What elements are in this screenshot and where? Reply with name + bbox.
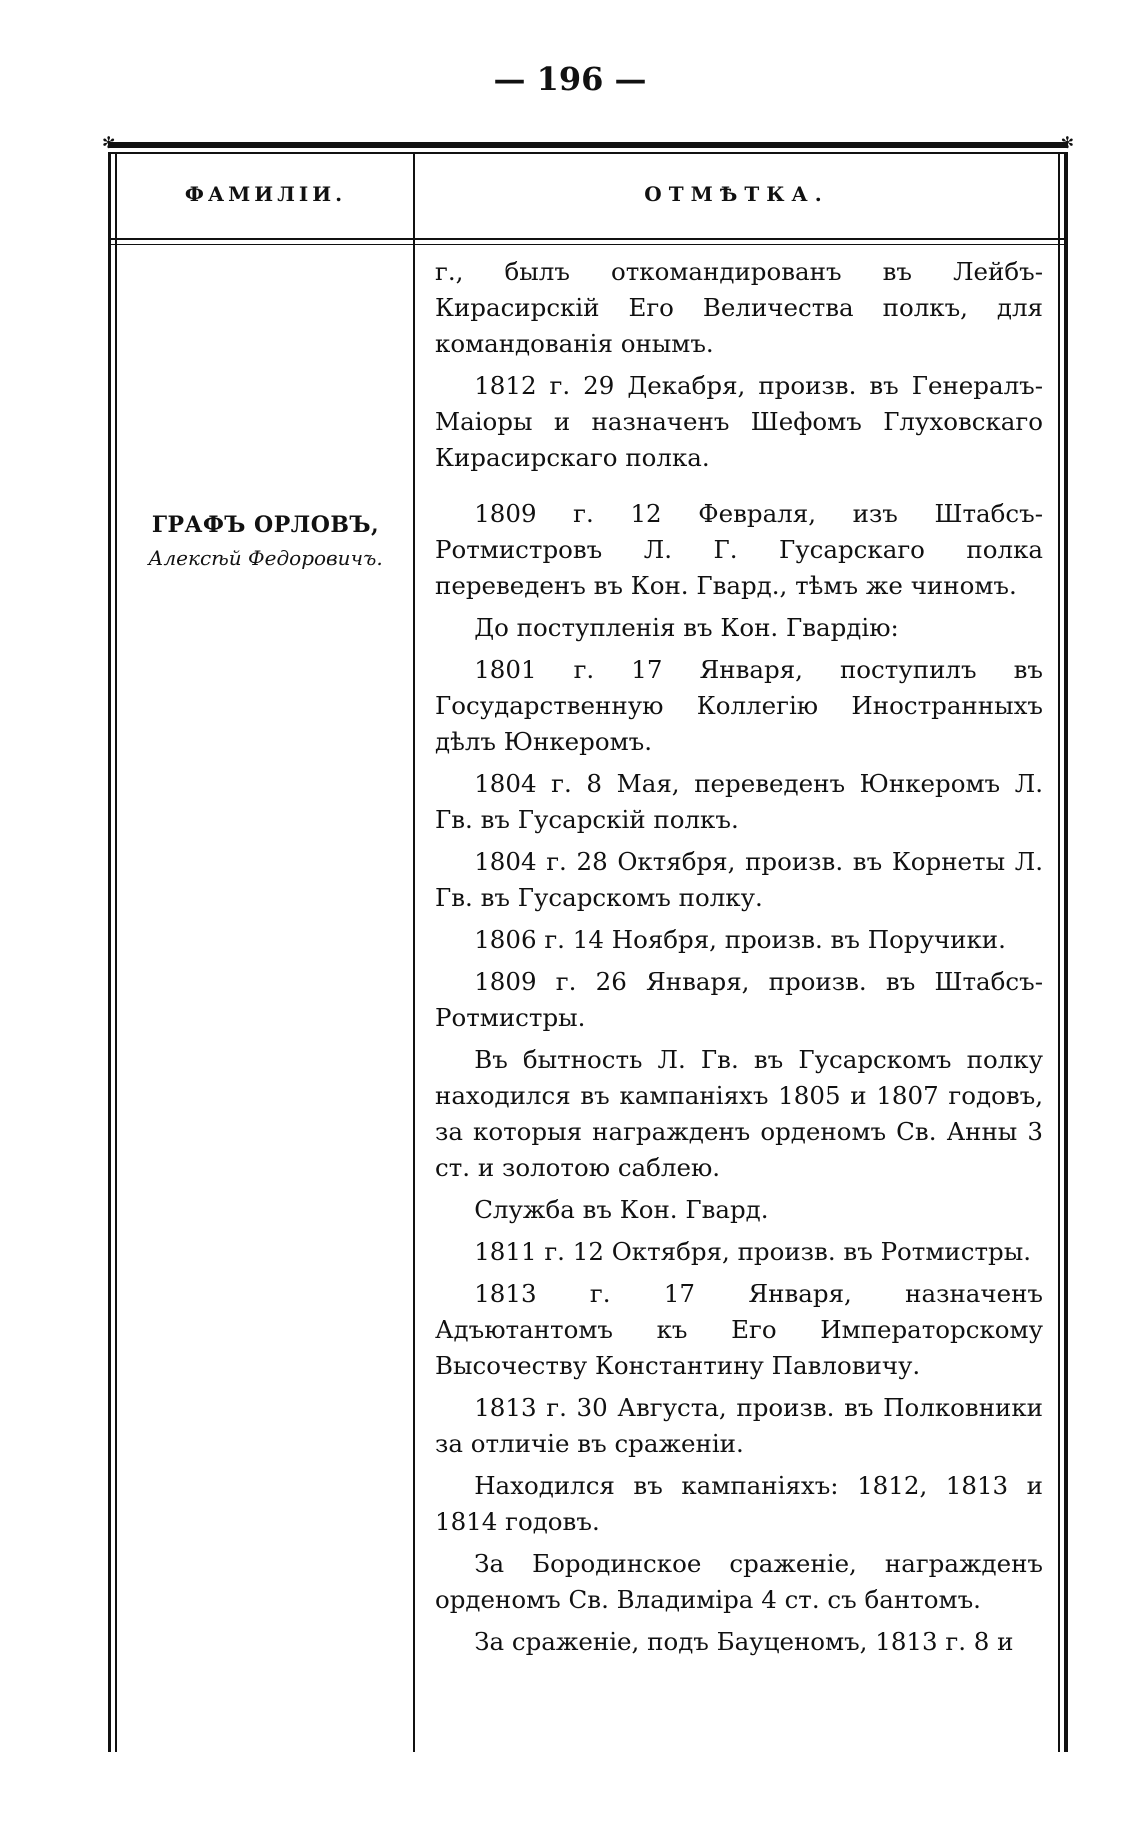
- right-border-outer: [1064, 154, 1068, 1752]
- remark-paragraph: До поступленія въ Кон. Гвардію:: [474, 613, 899, 642]
- remark-paragraph: г., былъ откомандированъ въ Лейбъ-Кирасирскій Его Величества полкъ, для командованія онымъ.: [435, 257, 1043, 358]
- remark-paragraph: 1811 г. 12 Октября, произв. въ Ротмистры.: [474, 1237, 1031, 1266]
- page-number: — 196 —: [493, 60, 647, 98]
- remark-paragraph: Служба въ Кон. Гвард.: [474, 1195, 769, 1224]
- remark-paragraph: 1812 г. 29 Декабря, произв. въ Генералъ-Маіоры и назначенъ Шефомъ Глуховскаго Кирасирскаго полка.: [435, 371, 1043, 472]
- remark-paragraph: За сраженіе, подъ Бауценомъ, 1813 г. 8 и: [474, 1627, 1014, 1656]
- left-border-outer: [108, 154, 111, 1752]
- header-rule: [108, 238, 1068, 240]
- remark-paragraph: Находился въ кампаніяхъ: 1812, 1813 и 1814 годовъ.: [435, 1471, 1043, 1536]
- remark-paragraph: 1813 г. 30 Августа, произв. въ Полковники за отличіе въ сраженіи.: [435, 1393, 1043, 1458]
- remark-column-text: [435, 254, 1043, 1666]
- remark-paragraph: 1809 г. 26 Января, произв. въ Штабсъ-Ротмистры.: [435, 967, 1043, 1032]
- remark-paragraph: 1804 г. 28 Октября, произв. въ Корнеты Л. Гв. въ Гусарскомъ полку.: [435, 847, 1043, 912]
- remark-paragraph: За Бородинское сраженіе, награжденъ орденомъ Св. Владиміра 4 ст. съ бантомъ.: [435, 1549, 1043, 1614]
- corner-ornament-icon: ✻: [102, 133, 116, 152]
- person-name-block: [118, 512, 413, 570]
- remark-paragraph: Въ бытность Л. Гв. въ Гусарскомъ полку находился въ кампаніяхъ 1805 и 1807 годовъ, за которыя награжденъ орденомъ Св. Анны 3 ст. и золотою саблею.: [435, 1045, 1043, 1182]
- remark-paragraph: 1809 г. 12 Февраля, изъ Штабсъ-Ротмистровъ Л. Г. Гусарскаго полка переведенъ въ Кон. Гвард., тѣмъ же чиномъ.: [435, 499, 1043, 600]
- person-title-name: ГРАФЪ ОРЛОВЪ,: [151, 512, 380, 538]
- service-record-table: [102, 133, 1074, 1752]
- right-border-inner: [1058, 154, 1060, 1752]
- remark-paragraph: 1804 г. 8 Мая, переведенъ Юнкеромъ Л. Гв. въ Гусарскій полкъ.: [435, 769, 1043, 834]
- top-border-thick: [108, 142, 1068, 148]
- remark-paragraph: 1806 г. 14 Ноября, произв. въ Поручики.: [474, 925, 1006, 954]
- top-border-thin: [108, 152, 1068, 154]
- column-divider: [413, 154, 415, 1752]
- left-border-inner: [115, 154, 117, 1752]
- header-remark: ОТМѢТКА.: [644, 182, 829, 206]
- remark-paragraph: 1813 г. 17 Января, назначенъ Адъютантомъ къ Его Императорскому Высочеству Константину Павловичу.: [435, 1279, 1043, 1380]
- remark-paragraph: 1801 г. 17 Января, поступилъ въ Государственную Коллегію Иностранныхъ дѣлъ Юнкеромъ.: [435, 655, 1043, 756]
- corner-ornament-icon: ✻: [1060, 133, 1074, 152]
- header-surnames: ФАМИЛІИ.: [184, 182, 347, 206]
- header-rule-thin: [108, 244, 1068, 245]
- person-given-names: Алексѣй Федоровичъ.: [148, 546, 383, 570]
